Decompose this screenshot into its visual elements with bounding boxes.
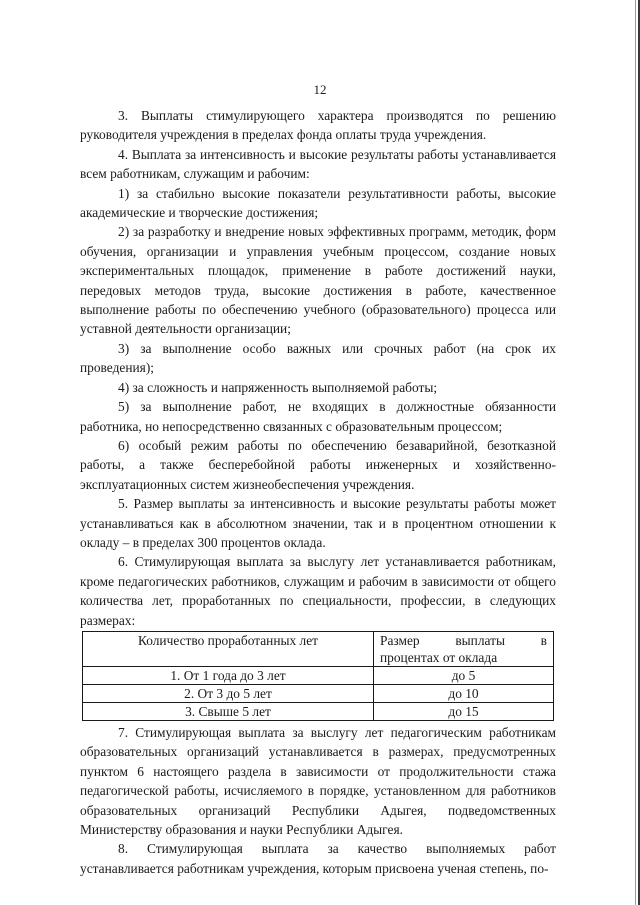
paragraph: 2) за разработку и внедрение новых эффективных программ, методик, форм обучения, организации и управления учебным процессом, создание новых экспериментальных площадок, применение в работе достижений науки, передовых методов труда, высокие достижения в работе, качественное выполнение работы по обеспечению учебного (образовательного) процесса или уставной деятельности организации;	[80, 224, 556, 337]
years-cell: 1. От 1 года до 3 лет	[83, 666, 374, 684]
paragraph: 6. Стимулирующая выплата за выслугу лет устанавливается работникам, кроме педагогических работников, служащим и рабочим в зависимости от общего количества лет, проработанных по специальности, профессии, в следующих размерах:	[80, 554, 556, 628]
header-years: Количество проработанных лет	[83, 631, 374, 666]
paragraph: 1) за стабильно высокие показатели результативности работы, высокие академические и творческие достижения;	[80, 185, 556, 221]
paragraph: 5. Размер выплаты за интенсивность и высокие результаты работы может устанавливаться как в абсолютном значении, так и в процентном отношении к окладу – в пределах 300 процентов оклада.	[80, 496, 556, 550]
header-percent-word: выплаты	[455, 632, 505, 648]
years-cell: 3. Свыше 5 лет	[83, 702, 374, 720]
years-cell: 2. От 3 до 5 лет	[83, 684, 374, 702]
header-percent-word: в	[540, 632, 547, 648]
table-row	[83, 702, 554, 720]
page-number: 12	[313, 82, 327, 97]
header-percent	[374, 631, 554, 666]
paragraph: 3. Выплаты стимулирующего характера производятся по решению руководителя учреждения в пределах фонда оплаты труда учреждения.	[80, 108, 556, 143]
table-row	[83, 684, 554, 702]
paragraph: 8. Стимулирующая выплата за качество выполняемых работ устанавливается работникам учреждения, которым присвоена ученая степень, по-	[80, 841, 556, 876]
header-percent-word: Размер	[380, 632, 420, 648]
seniority-pay-table	[82, 631, 554, 721]
table-row	[83, 666, 554, 684]
paragraph: 3) за выполнение особо важных или срочных работ (на срок их проведения);	[80, 340, 556, 376]
percent-cell: до 15	[374, 702, 554, 720]
paragraph: 4. Выплата за интенсивность и высокие результаты работы устанавливается всем работникам, служащим и рабочим:	[80, 146, 556, 182]
document-body	[80, 106, 556, 878]
percent-cell: до 5	[374, 666, 554, 684]
scan-edge-line	[635, 0, 636, 905]
table-header-row	[83, 631, 554, 666]
percent-cell: до 10	[374, 684, 554, 702]
paragraph: 6) особый режим работы по обеспечению безаварийной, безотказной работы, а также бесперебойной работы инженерных и хозяйственно-эксплуатационных систем жизнеобеспечения учреждения.	[80, 437, 556, 492]
paragraph: 7. Стимулирующая выплата за выслугу лет педагогическим работникам образовательных организаций устанавливается в размерах, предусмотренных пунктом 6 настоящего раздела в зависимости от продолжительности стажа педагогической работы, исчисляемого в порядке, установленном для работников образовательных организаций Республики Адыгея, подведомственных Министерству образования и науки Республики Адыгея.	[80, 724, 556, 837]
header-percent-line2: процентах от оклада	[380, 649, 498, 665]
paragraph: 4) за сложность и напряженность выполняемой работы;	[118, 379, 438, 395]
paragraph: 5) за выполнение работ, не входящих в должностные обязанности работника, но непосредственно связанных с образовательным процессом;	[80, 399, 556, 434]
